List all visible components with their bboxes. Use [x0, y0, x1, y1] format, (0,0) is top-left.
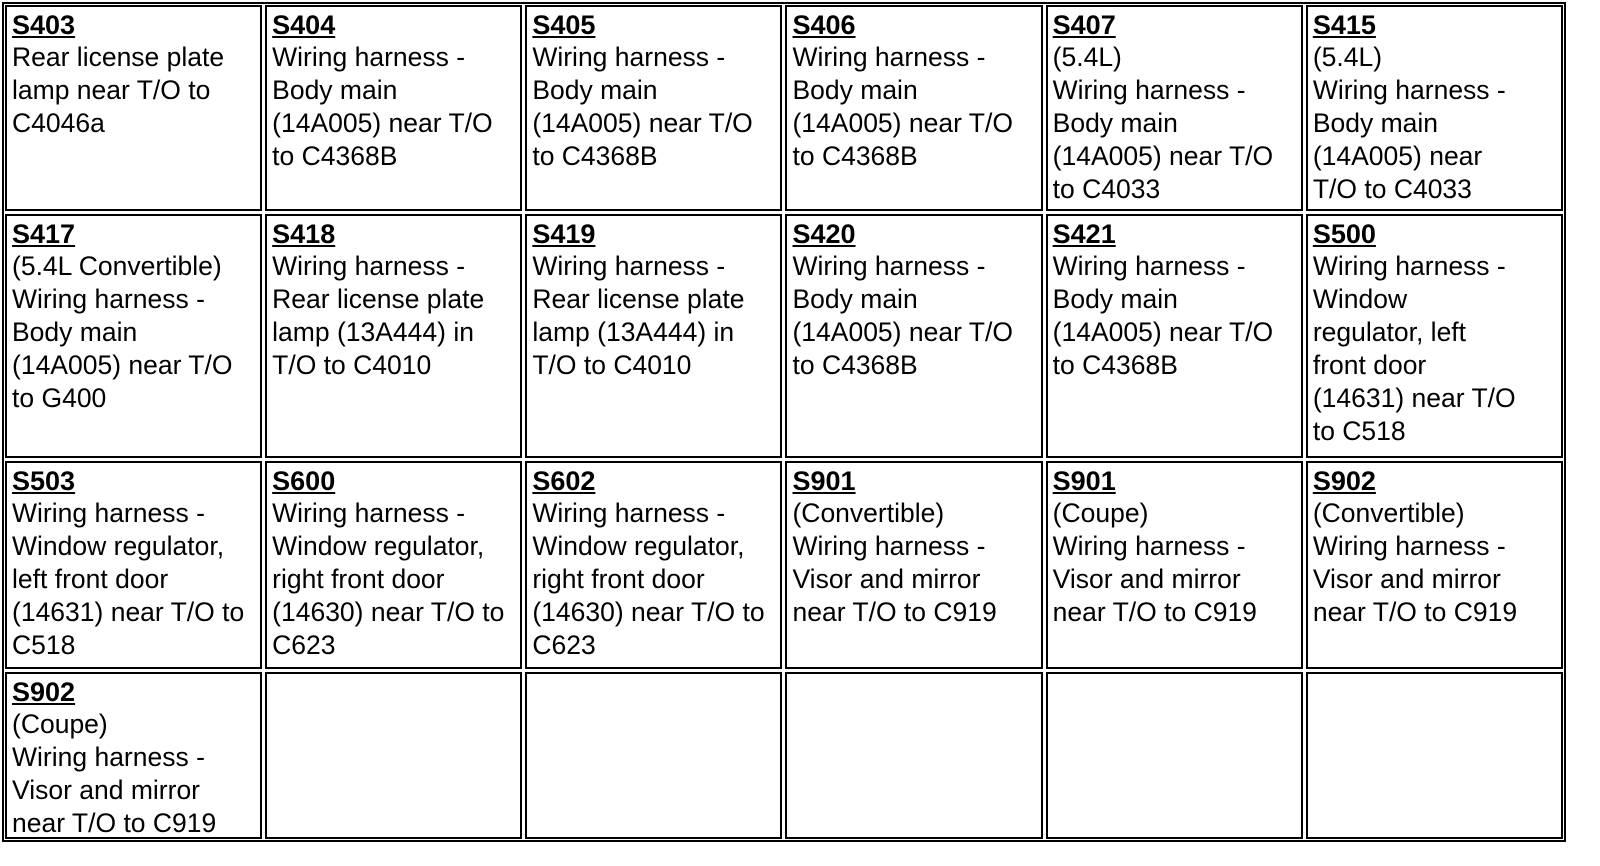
splice-code: S404 [272, 10, 336, 40]
table-cell [265, 5, 522, 211]
table-cell [5, 461, 262, 669]
table-cell [5, 672, 262, 839]
splice-code: S500 [1312, 219, 1376, 249]
splice-code: S407 [1052, 10, 1116, 40]
splice-description: Wiring harness - Body main (14A005) near T/O to C4368B [272, 42, 493, 171]
splice-description: Rear license plate lamp near T/O to C4046a [12, 42, 225, 138]
table-cell [785, 5, 1042, 211]
splice-code: S503 [12, 466, 76, 496]
splice-code: S901 [792, 466, 856, 496]
table-cell [525, 5, 782, 211]
splice-description: Wiring harness - Body main (14A005) near T/O to C4368B [1052, 251, 1274, 380]
splice-description: (5.4L) Wiring harness - Body main (14A005) near T/O to C4033 [1052, 42, 1274, 204]
splice-code: S419 [532, 219, 596, 249]
empty-cell [1046, 672, 1303, 839]
empty-cell [1306, 672, 1563, 839]
table-cell [1046, 5, 1303, 211]
splice-location-table [2, 2, 1566, 842]
empty-cell [785, 672, 1042, 839]
splice-grid [4, 4, 1564, 840]
splice-code: S405 [532, 10, 596, 40]
empty-cell [525, 672, 782, 839]
splice-description: Wiring harness - Window regulator, right front door (14630) near T/O to C623 [532, 498, 765, 660]
splice-code: S417 [12, 219, 76, 249]
table-cell [1046, 214, 1303, 458]
splice-description: (Convertible) Wiring harness - Visor and mirror near T/O to C919 [792, 498, 997, 627]
splice-description: Wiring harness - Window regulator, left front door (14631) near T/O to C518 [1312, 251, 1516, 446]
splice-description: Wiring harness - Body main (14A005) near T/O to C4368B [792, 42, 1013, 171]
table-cell [265, 214, 522, 458]
splice-code: S420 [792, 219, 856, 249]
table-cell [1306, 214, 1563, 458]
table-cell [785, 461, 1042, 669]
splice-code: S901 [1052, 466, 1116, 496]
splice-code: S415 [1312, 10, 1376, 40]
table-cell [1046, 461, 1303, 669]
table-cell [5, 5, 262, 211]
splice-description: (5.4L Convertible) Wiring harness - Body main (14A005) near T/O to G400 [12, 251, 233, 413]
splice-description: (Convertible) Wiring harness - Visor and mirror near T/O to C919 [1312, 498, 1518, 627]
table-cell [525, 461, 782, 669]
empty-cell [265, 672, 522, 839]
splice-description: Wiring harness - Rear license plate lamp (13A444) in T/O to C4010 [272, 251, 485, 380]
table-cell [785, 214, 1042, 458]
splice-description: Wiring harness - Body main (14A005) near T/O to C4368B [792, 251, 1013, 380]
table-cell [525, 214, 782, 458]
splice-description: (5.4L) Wiring harness - Body main (14A005) near T/O to C4033 [1312, 42, 1506, 204]
splice-description: (Coupe) Wiring harness - Visor and mirror near T/O to C919 [12, 709, 217, 838]
table-cell [5, 214, 262, 458]
splice-code: S902 [12, 677, 76, 707]
splice-code: S600 [272, 466, 336, 496]
splice-description: Wiring harness - Rear license plate lamp (13A444) in T/O to C4010 [532, 251, 745, 380]
splice-description: Wiring harness - Body main (14A005) near T/O to C4368B [532, 42, 753, 171]
splice-description: Wiring harness - Window regulator, right front door (14630) near T/O to C623 [272, 498, 505, 660]
splice-code: S421 [1052, 219, 1116, 249]
splice-description: (Coupe) Wiring harness - Visor and mirror near T/O to C919 [1052, 498, 1257, 627]
splice-code: S418 [272, 219, 336, 249]
table-cell [1306, 461, 1563, 669]
splice-description: Wiring harness - Window regulator, left front door (14631) near T/O to C518 [12, 498, 245, 660]
table-cell [1306, 5, 1563, 211]
splice-code: S902 [1312, 466, 1376, 496]
splice-code: S602 [532, 466, 596, 496]
table-cell [265, 461, 522, 669]
splice-code: S406 [792, 10, 856, 40]
splice-code: S403 [12, 10, 76, 40]
